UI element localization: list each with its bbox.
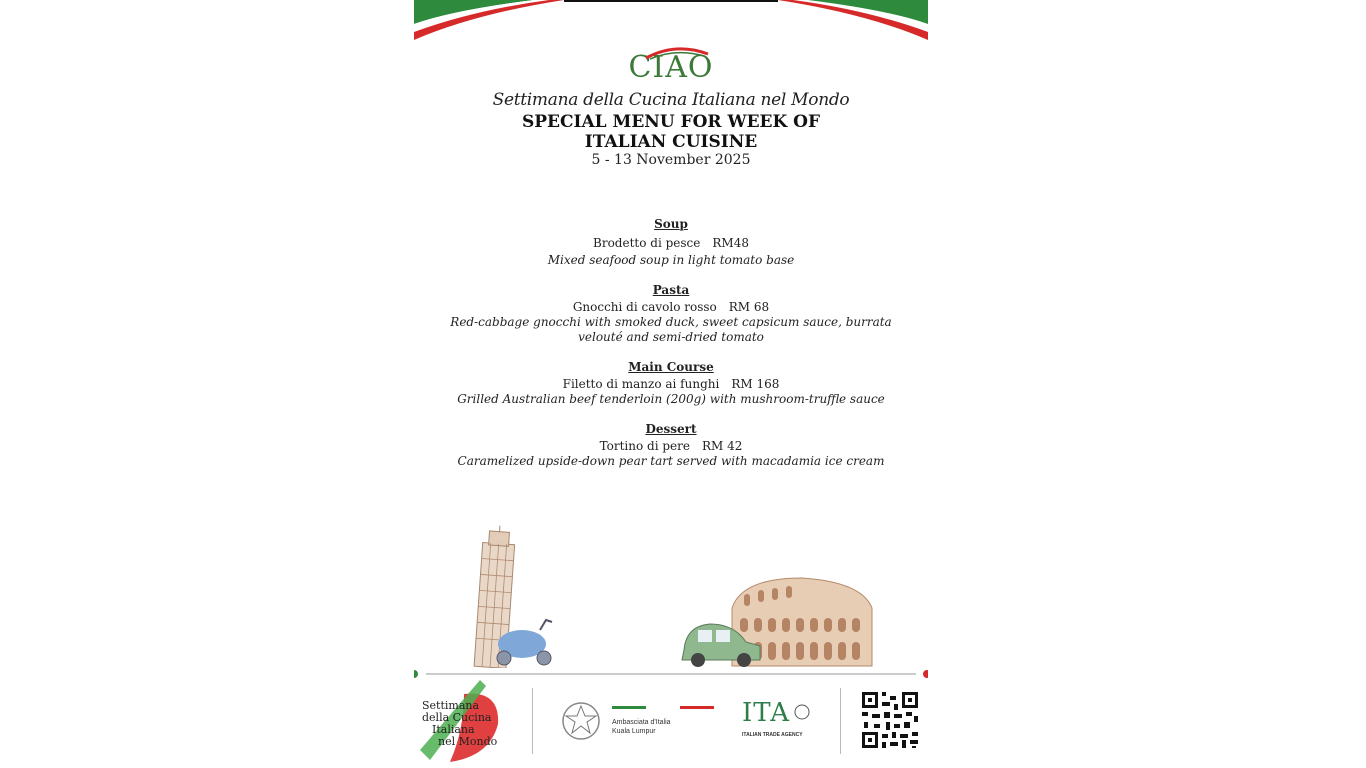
flag-arcs-decoration (414, 0, 928, 40)
title-line-1: SPECIAL MENU FOR WEEK OF (521, 112, 821, 132)
week-logo-line: Settimana (422, 699, 480, 712)
title-line-2: ITALIAN CUISINE (584, 132, 758, 152)
section-title: Pasta (652, 283, 690, 297)
dish-name: Tortino di pere (599, 439, 690, 453)
menu-section-pasta (414, 282, 928, 345)
footer-separator (532, 688, 533, 754)
dish-price: RM 42 (702, 439, 743, 453)
dish-line (414, 376, 928, 392)
dish-line (414, 299, 928, 315)
embassy-name (612, 718, 671, 736)
script-title: Settimana della Cucina Italiana nel Mondo (492, 90, 850, 110)
menu-list (414, 216, 928, 483)
dish-name: Brodetto di pesce (593, 236, 701, 250)
page-title (414, 112, 928, 152)
footer-divider (414, 668, 928, 680)
tricolor-bar-icon (612, 706, 714, 710)
footer-logos (414, 680, 928, 768)
logo-text: CIAO (628, 50, 714, 85)
ita-logo: ITA (742, 698, 790, 728)
dish-name: Gnocchi di cavolo rosso (572, 300, 717, 314)
menu-section-main-course (414, 359, 928, 407)
menu-section-dessert (414, 421, 928, 469)
dish-line (414, 438, 928, 454)
dish-price: RM 68 (728, 300, 770, 314)
ita-subtitle: ITALIAN TRADE AGENCY (742, 732, 803, 738)
event-date: 5 - 13 November 2025 (591, 152, 751, 168)
section-title: Dessert (645, 422, 697, 436)
footer-separator (840, 688, 841, 754)
menu-section-soup (414, 216, 928, 268)
dish-line (414, 235, 928, 251)
dish-name: Filetto di manzo ai funghi (562, 377, 720, 391)
embassy-line: Kuala Lumpur (612, 728, 656, 735)
section-title: Soup (654, 217, 688, 231)
week-logo-line: Italiana (432, 723, 475, 736)
dish-price: RM 168 (731, 377, 780, 391)
menu-page (414, 0, 928, 768)
ciao-logo (414, 50, 928, 85)
ita-badge-icon (794, 704, 810, 720)
qr-code-icon[interactable] (860, 690, 920, 750)
dish-description: Caramelized upside-down pear tart served with macadamia ice cream (457, 454, 885, 468)
dish-description: Grilled Australian beef tenderloin (200g) with mushroom-truffle sauce (457, 392, 885, 406)
dish-description: Red-cabbage gnocchi with smoked duck, sweet capsicum sauce, burrata velouté and semi-dried tomato (450, 315, 892, 344)
dish-description: Mixed seafood soup in light tomato base (547, 253, 795, 267)
logo-swoosh-icon (636, 46, 716, 60)
embassy-line: Ambasciata d'Italia (612, 719, 671, 726)
week-logo-line: nel Mondo (438, 735, 498, 748)
week-logo-line: della Cucina (422, 711, 492, 724)
emblem-icon (560, 698, 602, 744)
landmarks-illustration (414, 520, 928, 668)
dish-price: RM48 (712, 236, 749, 250)
week-logo-text (422, 700, 497, 748)
section-title: Main Course (628, 360, 714, 374)
